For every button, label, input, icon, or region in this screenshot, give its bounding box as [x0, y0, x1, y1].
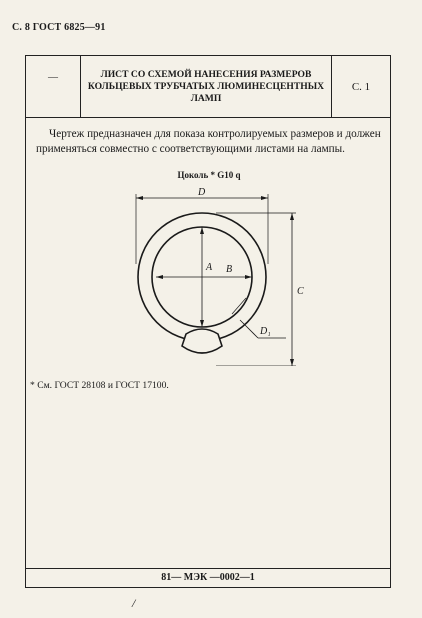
- footer-divider: [26, 568, 390, 569]
- document-frame: [25, 55, 391, 588]
- a-arrow-top: [200, 227, 204, 234]
- title-block: [26, 56, 390, 118]
- label-b: B: [226, 264, 233, 275]
- left-mark: —: [48, 72, 58, 83]
- footnote: * См. ГОСТ 28108 и ГОСТ 17100.: [30, 380, 169, 391]
- bottom-mark: /: [132, 596, 136, 610]
- c-arrow-top: [290, 213, 294, 220]
- d1-leader: [240, 320, 258, 338]
- c-arrow-bottom: [290, 359, 294, 366]
- b-arrow-left: [156, 275, 163, 279]
- footer-code: 81— МЭК —0002—1: [161, 572, 255, 583]
- sheet-title: ЛИСТ СО СХЕМОЙ НАНЕСЕНИЯ РАЗМЕРОВ КОЛЬЦЕВЫХ ТРУБЧАТЫХ ЛЮМИНЕСЦЕНТНЫХ ЛАМП: [87, 68, 325, 104]
- lamp-dimension-drawing: [116, 186, 316, 366]
- lamp-base-cap: [182, 329, 222, 353]
- label-a: A: [206, 262, 213, 273]
- b-arrow-right: [245, 275, 252, 279]
- sheet-number: С. 1: [331, 56, 390, 117]
- base-label: Цоколь * G10 q: [177, 170, 241, 180]
- label-d: D: [198, 187, 206, 198]
- d-arrow-right: [261, 196, 268, 200]
- title-block-left-cell: [26, 56, 81, 117]
- intro-paragraph: Чертеж предназначен для показа контролируемых размеров и должен применяться совместно с соответствующими листами на лампы.: [36, 128, 381, 155]
- page-header: С. 8 ГОСТ 6825—91: [12, 22, 106, 33]
- label-c: C: [297, 286, 304, 297]
- label-d1: D₁: [260, 326, 271, 337]
- d-arrow-left: [136, 196, 143, 200]
- a-arrow-bottom: [200, 320, 204, 327]
